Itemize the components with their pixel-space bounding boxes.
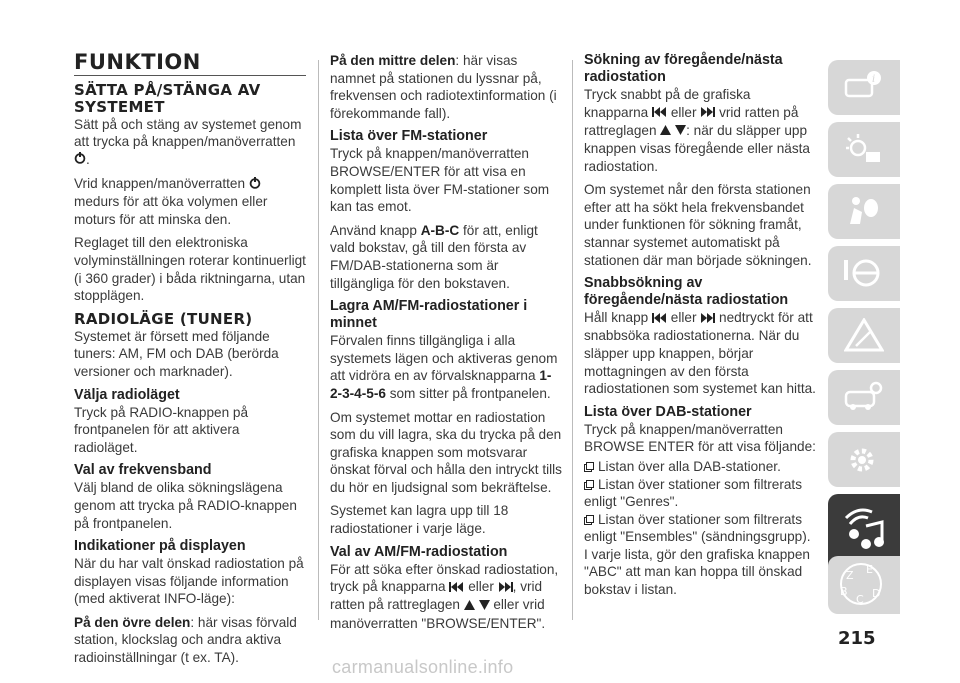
heading-ind: Indikationer på displayen — [74, 538, 246, 555]
text-radio: Systemet är försett med följande tuners: AM, FM och DAB (berörda versioner och marknader). — [74, 328, 279, 379]
tab-car-info[interactable] — [828, 60, 900, 115]
tab-maintenance[interactable] — [828, 370, 900, 425]
tab-technical-data[interactable] — [828, 432, 900, 487]
text-minnet: Förvalen finns tillgängliga i alla systemets lägen och aktiveras genom att vidröra en av förvalsknapparna 1-2-3-4-5-6 som sitter på frontpanelen. — [330, 333, 558, 401]
heading-lista: Lista över FM-stationer — [330, 128, 488, 145]
column-divider — [572, 60, 573, 620]
steering-wheel-icon — [844, 256, 884, 292]
skip-forward-icon — [700, 104, 715, 122]
warning-light-icon — [844, 132, 884, 168]
text-kan: Systemet kan lagra upp till 18 radiostationer i varje läge. — [330, 503, 509, 537]
column-2 — [330, 52, 562, 638]
text-am: För att söka efter önskad radiostation, tryck på knapparna eller , vrid ratten på rattreglagen eller vrid manöverratten "BROWSE/ENTER". — [330, 561, 559, 631]
skip-back-icon — [652, 310, 667, 328]
heading-radio: RADIOLÄGE (TUNER) — [74, 309, 253, 328]
index-letter: Z — [846, 569, 854, 582]
text-mitt: På den mittre delen: här visas namnet på stationen du lyssnar på, frekvensen och radiotextinformation (i förekommande fall). — [330, 53, 557, 121]
text-ind: När du har valt önskad radiostation på displayen visas följande information (med aktiverat INFO-läge): — [74, 556, 304, 607]
arrow-up-icon — [464, 597, 475, 615]
arrow-down-icon — [479, 597, 490, 615]
tab-warning-lights[interactable] — [828, 122, 900, 177]
text-valja: Tryck på RADIO-knappen på frontpanelen för att aktivera radioläget. — [74, 404, 249, 455]
dab-list — [584, 458, 816, 546]
skip-forward-icon — [498, 579, 513, 597]
car-service-icon — [844, 380, 884, 416]
index-letter: E — [866, 563, 873, 576]
text-forsta: Om systemet når den första stationen efter att ha sökt hela frekvensbandet under funktionen för sökning framåt, stannar systemet automatiskt på stationen där man började sökningen. — [584, 182, 812, 268]
power-icon — [249, 176, 261, 194]
text-anvand: Använd knapp A-B-C för att, enligt vald bokstav, gå till den första av FM/DAB-stationerna som är tillgängliga för den bokstaven. — [330, 222, 538, 291]
heading-band: Val av frekvensband — [74, 462, 212, 479]
text-ovre: På den övre delen: här visas förvald station, klockslag och andra aktiva radioinställningar (t ex. TA). — [74, 614, 297, 666]
list-item: Listan över stationer som filtrerats enligt "Genres". — [584, 476, 802, 510]
bullet-icon — [584, 459, 594, 469]
arrow-down-icon — [675, 122, 686, 140]
index-letter: C — [856, 593, 864, 606]
text-snabb: Håll knapp eller nedtryckt för att snabbsöka radiostationerna. När du släpper upp knappen, börjar mottagningen av den första radiostationen som systemet kan hitta. — [584, 310, 816, 397]
heading-am: Val av AM/FM-radiostation — [330, 543, 508, 560]
column-1 — [74, 50, 306, 673]
airbag-icon — [844, 194, 884, 230]
list-item: Listan över stationer som filtrerats enligt "Ensembles" (sändningsgrupp). — [584, 511, 811, 545]
multimedia-icon — [844, 504, 888, 560]
page-number: 215 — [838, 628, 876, 649]
text-vrid: Vrid knappen/manöverratten medurs för att öka volymen eller moturs för att minska den. — [74, 175, 268, 227]
gear-icon — [844, 442, 884, 478]
skip-forward-icon — [700, 310, 715, 328]
column-3 — [584, 52, 816, 605]
svg-text:i: i — [872, 74, 876, 85]
text-lista: Tryck på knappen/manöverratten BROWSE/ENTER för att visa en komplett lista över FM-stationer som kan tas emot. — [330, 146, 550, 215]
index-letter: B — [840, 585, 848, 598]
text-reglaget: Reglaget till den elektroniska volyminställningen roterar kontinuerligt (i 360 grader) i båda riktningarna, utan stopplägen. — [74, 235, 306, 304]
heading-minnet: Lagra AM/FM-radiostationer i minnet — [330, 298, 528, 332]
bullet-icon — [584, 512, 594, 522]
tab-index[interactable] — [828, 556, 900, 614]
warning-triangle-icon — [844, 318, 884, 354]
power-icon — [74, 151, 86, 169]
text-sok: Tryck snabbt på de grafiska knapparna eller vrid ratten på rattreglagen : när du släpper upp knappen visas föregående eller nästa radiostation. — [584, 87, 810, 174]
index-letter: D — [872, 587, 881, 600]
tab-emergency[interactable] — [828, 308, 900, 363]
tab-starting-driving[interactable] — [828, 246, 900, 301]
skip-back-icon — [652, 104, 667, 122]
text-dab: Tryck på knappen/manöverratten BROWSE ENTER för att visa följande: — [584, 421, 816, 455]
alphabet-index-icon — [836, 559, 886, 609]
watermark: carmanualsonline.info — [332, 657, 514, 677]
heading-dab: Lista över DAB-stationer — [584, 403, 752, 420]
text-satta: Sätt på och stäng av systemet genom att trycka på knappen/manöverratten . — [74, 116, 306, 169]
car-info-icon — [844, 70, 884, 106]
heading-snabb: Snabbsökning av föregående/nästa radiostation — [584, 275, 789, 309]
heading-sok: Sökning av föregående/nästa radiostation — [584, 52, 783, 85]
skip-back-icon — [449, 579, 464, 597]
page-title: FUNKTION — [74, 50, 201, 74]
list-item: Listan över alla DAB-stationer. — [584, 458, 816, 476]
text-varje: I varje lista, gör den grafiska knappen "ABC" att man kan hoppa till önskad bokstav i listan. — [584, 546, 810, 598]
arrow-up-icon — [660, 122, 671, 140]
text-mottar: Om systemet mottar en radiostation som du vill lagra, ska du trycka på den grafiska knappen som motsvarar önskat förval och hålla den intryckt tills du hör en ljudsignal som bekräftelse. — [330, 409, 562, 495]
title-rule — [74, 75, 306, 76]
column-divider — [318, 60, 319, 620]
tab-safety[interactable] — [828, 184, 900, 239]
text-band: Välj bland de olika sökningslägena genom att trycka på RADIO-knappen på frontpanelen. — [74, 480, 297, 531]
heading-valja: Välja radioläget — [74, 386, 180, 403]
heading-satta: SÄTTA PÅ/STÄNGA AV SYSTEMET — [74, 80, 261, 116]
bullet-icon — [584, 477, 594, 487]
